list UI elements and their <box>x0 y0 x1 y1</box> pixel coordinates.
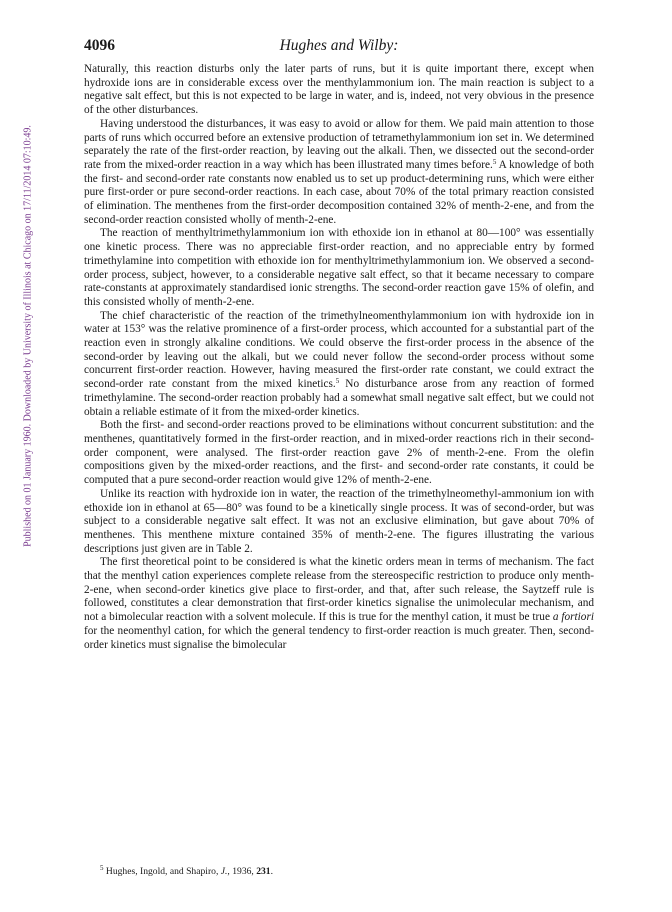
paragraph-text: for the neomenthyl cation, for which the general tendency to first-order reaction is much greater. Then, second-order kinetics must signalise the bimolecular <box>84 624 594 651</box>
reference-marker: 5 <box>335 377 340 386</box>
paragraph-text: No disturbance arose from any reaction of formed trimethylamine. The second-order reaction probably had a somewhat small negative salt effect, but we could not obtain a reliable estimate of it from the mixed-order kinetics. <box>84 378 594 418</box>
download-watermark <box>20 86 36 586</box>
footnote-year: , 1936, <box>227 866 257 877</box>
footnote-page: 231 <box>256 866 271 877</box>
footnote-marker: 5 <box>100 864 104 872</box>
paragraph-text: The first theoretical point to be considered is what the kinetic orders mean in terms of mechanism. The fact that the menthyl cation experiences complete release from the stereospecific restriction to produce only menth-2-ene, when second-order kinetics give place to first-order, and that, after such release, the Saytzeff rule is followed, constitutes a clear demonstration that first-order kinetics signalise the unimolecular mechanism, and not a bimolecular reaction with a solvent molecule. If this is true for the menthyl cation, it must be true <box>84 556 594 624</box>
paragraph-1 <box>84 63 594 118</box>
paragraph-4 <box>84 310 594 420</box>
paragraph-text: Both the first- and second-order reactions proved to be eliminations without concurrent substitution: and the menthenes, quantitatively formed in the first-order reaction, and in mixed-order reactions rich in their second-order component, were analysed. The first-order reaction gave 2% of menth-2-ene. From the olefin compositions given by the mixed-order reactions, and the first- and second-order rate constants, it could be computed that a pure second-order reaction would give 12% of menth-2-ene. <box>84 419 594 487</box>
paragraph-5 <box>84 419 594 488</box>
paragraph-2 <box>84 118 594 228</box>
footnote-end: . <box>270 866 273 877</box>
paragraph-text: The reaction of menthyltrimethylammonium ion with ethoxide ion in ethanol at 80—100° was essentially one kinetic process. There was no appreciable first-order reaction, and no appreciable entry by formed trimethylamine into competition with ethoxide ion for menthyltrimethylammonium ion. We observed a second-order process, subject, however, to a considerable negative salt effect, so that it became necessary to compare rate-constants at approximately standardised ionic strengths. The second-order reaction gave 15% of olefin, and this consisted wholly of menth-2-ene. <box>84 227 594 308</box>
footnote <box>100 866 594 878</box>
article-body <box>84 63 594 652</box>
paragraph-text: A knowledge of both the first- and second-order rate constants now enabled us to set up product-determining runs, which were either pure first-order or pure second-order reactions. In each case, about 70% of the total primary reaction consisted of elimination. The menthenes from the first-order decomposition contained 32% of menth-2-ene, and from the second-order reaction consisted wholly of menth-2-ene. <box>84 158 594 226</box>
paragraph-text: Naturally, this reaction disturbs only the later parts of runs, but it is quite important there, except when hydroxide ions are in considerable excess over the menthylammonium ion. The main reaction is subject to a negative salt effect, but this is not expected to be large in water, and is, indeed, not very obvious in the presence of the other disturbances. <box>84 63 594 117</box>
page-header <box>84 37 594 57</box>
paragraph-text: Having understood the disturbances, it was easy to avoid or allow for them. We paid main attention to those parts of runs which occurred before an extensive production of tetramethylammonium ion set in. We determined separately the rate of the first-order reaction, by leaving out the alkali. Then, we dissected out the second-order rate from the mixed-order reaction in a way which has been illustrated many times before. <box>84 117 594 171</box>
paragraph-text: The chief characteristic of the reaction of the trimethylneomenthylammonium ion with hydroxide ion in water at 153° was the relative prominence of a first-order process, which accounted for a substantial part of the reaction even in strongly alkaline conditions. We could observe the first-order process in the absence of the second-order by leaving out the alkali, but we could never follow the second-order process without some concurrent first-order reaction. However, having measured the first-order rate constant, we could extract the second-order rate constant from the mixed kinetics. <box>84 309 594 391</box>
paragraph-6 <box>84 488 594 557</box>
footnote-journal: J. <box>220 866 228 877</box>
paragraph-text: Unlike its reaction with hydroxide ion in water, the reaction of the trimethylneomethyl-ammonium ion with ethoxide ion in ethanol at 65—80° was found to be a kinetically single process. It was of second-order, but was subject to a considerable negative salt effect. It was not an exclusive elimination, but gave about 70% of menthenes. This menthene mixture contained 35% of menth-2-ene. The figures illustrating the various descriptions just given are in Table 2. <box>84 487 594 555</box>
running-head: Hughes and Wilby: <box>279 37 399 54</box>
paragraph-7 <box>84 556 594 652</box>
footnote-authors: Hughes, Ingold, and Shapiro, <box>103 866 221 877</box>
page-number: 4096 <box>84 37 115 54</box>
reference-marker: 5 <box>492 157 497 166</box>
download-watermark-text: Published on 01 January 1960. Downloaded by University of Illinois at Chicago on 17/11/2014 07:10:49. <box>22 125 34 547</box>
italic-phrase: a fortiori <box>552 611 594 624</box>
paragraph-3 <box>84 227 594 309</box>
